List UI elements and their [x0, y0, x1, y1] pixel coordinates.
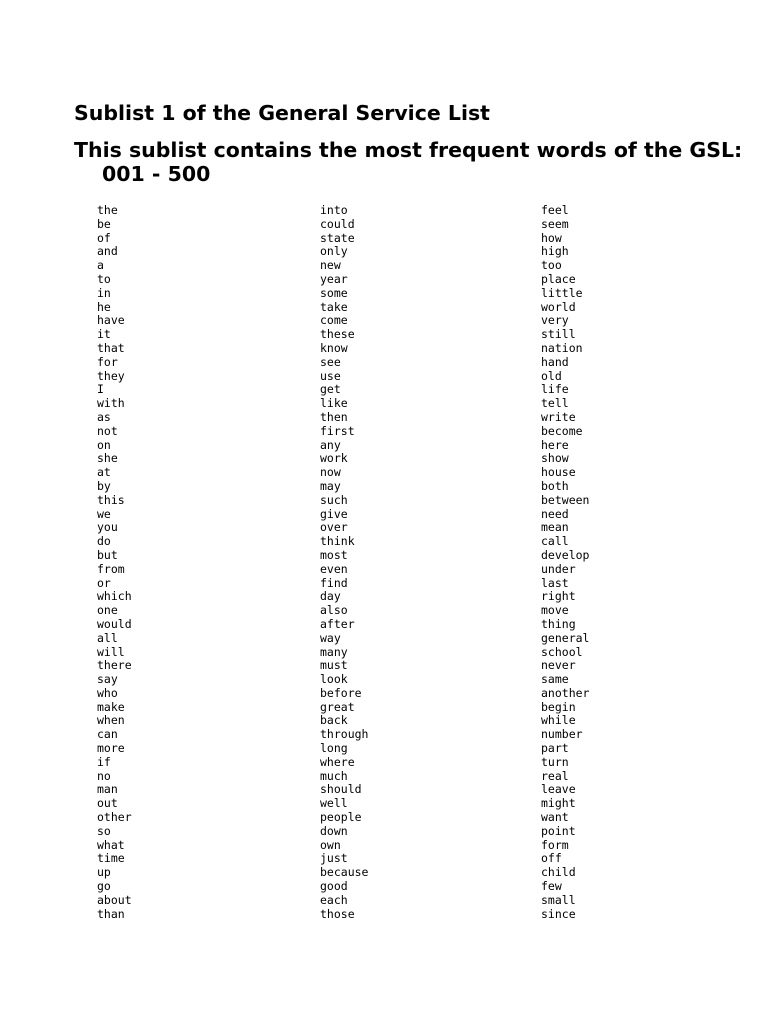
word-item: but: [97, 547, 118, 562]
word-item: off: [541, 851, 562, 866]
word-item: new: [320, 258, 341, 273]
word-item: this: [97, 492, 125, 507]
word-column-3: [541, 204, 589, 921]
word-item: so: [97, 823, 111, 838]
word-item: on: [97, 437, 111, 452]
word-item: do: [97, 534, 111, 549]
word-item: because: [320, 865, 369, 880]
word-item: use: [320, 368, 341, 383]
word-item: another: [541, 685, 590, 700]
word-item: the: [97, 203, 118, 217]
word-item: it: [97, 327, 111, 342]
word-item: will: [97, 644, 125, 659]
word-item: hand: [541, 354, 569, 369]
word-item: with: [97, 396, 125, 411]
word-item: year: [320, 271, 348, 286]
word-item: feel: [541, 203, 569, 217]
word-item: we: [97, 506, 111, 521]
word-item: world: [541, 299, 576, 314]
word-item: what: [97, 837, 125, 852]
word-item: little: [541, 285, 583, 300]
word-item: would: [97, 616, 132, 631]
word-item: by: [97, 478, 111, 493]
word-item: good: [320, 879, 348, 894]
word-item: other: [97, 810, 132, 825]
word-item: begin: [541, 699, 576, 714]
word-item: down: [320, 823, 348, 838]
word-item: work: [320, 451, 348, 466]
word-item: write: [541, 409, 576, 424]
word-item: some: [320, 285, 348, 300]
word-item: way: [320, 630, 341, 645]
word-item: you: [97, 520, 118, 535]
word-item: need: [541, 506, 569, 521]
word-item: only: [320, 244, 348, 259]
word-item: point: [541, 823, 576, 838]
document-subtitle: This sublist contains the most frequent words of the GSL: 001 - 500: [74, 138, 743, 186]
word-item: these: [320, 327, 355, 342]
word-item: back: [320, 713, 348, 728]
word-item: all: [97, 630, 118, 645]
word-item: day: [320, 589, 341, 604]
word-item: call: [541, 534, 569, 549]
word-item: house: [541, 465, 576, 480]
word-item: after: [320, 616, 355, 631]
word-item: that: [97, 340, 125, 355]
word-item: could: [320, 216, 355, 231]
word-item: last: [541, 575, 569, 590]
word-item: those: [320, 906, 355, 921]
word-item: one: [97, 603, 118, 618]
word-item: might: [541, 796, 576, 811]
word-item: long: [320, 741, 348, 756]
word-item: they: [97, 368, 125, 383]
word-item: from: [97, 561, 125, 576]
document-title: Sublist 1 of the General Service List: [74, 101, 490, 125]
word-item: about: [97, 892, 132, 907]
word-item: see: [320, 354, 341, 369]
word-item: too: [541, 258, 562, 273]
word-item: at: [97, 465, 111, 480]
word-item: both: [541, 478, 569, 493]
word-item: while: [541, 713, 576, 728]
word-item: also: [320, 603, 348, 618]
word-item: man: [97, 782, 118, 797]
word-column-1: [97, 204, 132, 921]
word-item: under: [541, 561, 576, 576]
word-item: as: [97, 409, 111, 424]
word-item: more: [97, 741, 125, 756]
word-item: and: [97, 244, 118, 259]
word-item: few: [541, 879, 562, 894]
word-item: then: [320, 409, 348, 424]
word-item: go: [97, 879, 111, 894]
word-item: state: [320, 230, 355, 245]
word-item: when: [97, 713, 125, 728]
word-item: school: [541, 644, 583, 659]
word-item: tell: [541, 396, 569, 411]
word-item: here: [541, 437, 569, 452]
word-item: or: [97, 575, 111, 590]
word-item: not: [97, 423, 118, 438]
word-item: of: [97, 230, 111, 245]
word-item: real: [541, 768, 569, 783]
word-item: great: [320, 699, 355, 714]
word-item: any: [320, 437, 341, 452]
word-item: well: [320, 796, 348, 811]
word-item: each: [320, 892, 348, 907]
word-item: thing: [541, 616, 576, 631]
word-item: look: [320, 672, 348, 687]
word-item: be: [97, 216, 111, 231]
word-item: may: [320, 478, 341, 493]
word-item: small: [541, 892, 576, 907]
word-item: between: [541, 492, 590, 507]
word-item: how: [541, 230, 562, 245]
word-item: can: [97, 727, 118, 742]
word-item: in: [97, 285, 111, 300]
word-item: seem: [541, 216, 569, 231]
word-item: turn: [541, 754, 569, 769]
word-item: make: [97, 699, 125, 714]
word-item: part: [541, 741, 569, 756]
word-item: before: [320, 685, 362, 700]
word-item: right: [541, 589, 576, 604]
word-item: general: [541, 630, 590, 645]
word-item: place: [541, 271, 576, 286]
word-item: want: [541, 810, 569, 825]
word-item: leave: [541, 782, 576, 797]
word-item: through: [320, 727, 369, 742]
word-item: out: [97, 796, 118, 811]
word-item: which: [97, 589, 132, 604]
word-item: like: [320, 396, 348, 411]
word-item: must: [320, 658, 348, 673]
word-item: get: [320, 382, 341, 397]
word-item: own: [320, 837, 341, 852]
word-item: now: [320, 465, 341, 480]
word-item: much: [320, 768, 348, 783]
word-item: up: [97, 865, 111, 880]
word-item: take: [320, 299, 348, 314]
word-item: become: [541, 423, 583, 438]
word-item: if: [97, 754, 111, 769]
word-item: to: [97, 271, 111, 286]
word-item: where: [320, 754, 355, 769]
word-item: know: [320, 340, 348, 355]
word-item: come: [320, 313, 348, 328]
word-item: a: [97, 258, 104, 273]
word-item: most: [320, 547, 348, 562]
word-item: she: [97, 451, 118, 466]
word-item: just: [320, 851, 348, 866]
word-item: there: [97, 658, 132, 673]
word-item: mean: [541, 520, 569, 535]
word-item: no: [97, 768, 111, 783]
word-item: since: [541, 906, 576, 921]
word-item: move: [541, 603, 569, 618]
word-item: never: [541, 658, 576, 673]
word-item: show: [541, 451, 569, 466]
word-item: life: [541, 382, 569, 397]
word-item: say: [97, 672, 118, 687]
word-item: even: [320, 561, 348, 576]
word-item: such: [320, 492, 348, 507]
word-column-2: [320, 204, 368, 921]
word-item: time: [97, 851, 125, 866]
word-item: than: [97, 906, 125, 921]
word-item: number: [541, 727, 583, 742]
word-item: many: [320, 644, 348, 659]
word-item: find: [320, 575, 348, 590]
word-item: first: [320, 423, 355, 438]
word-item: old: [541, 368, 562, 383]
word-item: over: [320, 520, 348, 535]
word-item: for: [97, 354, 118, 369]
word-item: people: [320, 810, 362, 825]
word-item: he: [97, 299, 111, 314]
word-item: high: [541, 244, 569, 259]
word-item: form: [541, 837, 569, 852]
word-item: nation: [541, 340, 583, 355]
word-item: give: [320, 506, 348, 521]
word-item: still: [541, 327, 576, 342]
word-item: who: [97, 685, 118, 700]
word-item: I: [97, 382, 104, 397]
word-item: into: [320, 203, 348, 217]
word-item: have: [97, 313, 125, 328]
word-item: should: [320, 782, 362, 797]
word-item: very: [541, 313, 569, 328]
word-item: child: [541, 865, 576, 880]
word-item: think: [320, 534, 355, 549]
word-item: develop: [541, 547, 590, 562]
word-item: same: [541, 672, 569, 687]
